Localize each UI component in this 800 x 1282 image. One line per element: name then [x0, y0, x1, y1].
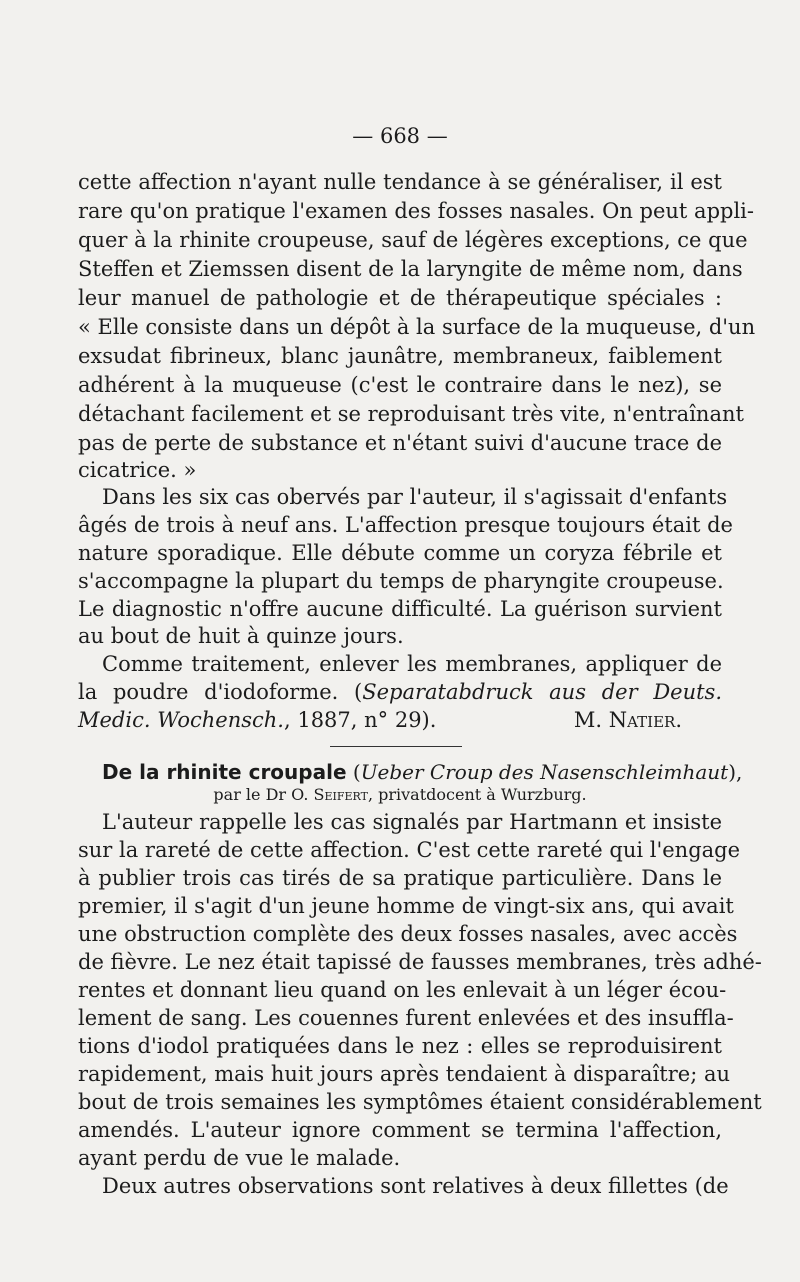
text-line: Le diagnostic n'offre aucune difficulté. La guérison survient: [78, 597, 722, 621]
text-line: à publier trois cas tirés de sa pratique particulière. Dans le: [78, 866, 722, 890]
article-heading: De la rhinite croupale (Ueber Croup des Nasenschleimhaut),: [102, 760, 743, 784]
text-line: « Elle consiste dans un dépôt à la surface de la muqueuse, d'un: [78, 315, 756, 339]
text-line: [78, 678, 722, 706]
text-line: rare qu'on pratique l'examen des fosses nasales. On peut appli-: [78, 199, 754, 223]
author-name: Seifert: [313, 785, 368, 804]
text-line: L'auteur rappelle les cas signalés par Hartmann et insiste: [102, 810, 722, 834]
text-line: quer à la rhinite croupeuse, sauf de légères exceptions, ce que: [78, 228, 748, 252]
signature: M. Natier.: [573, 708, 682, 732]
text-line: Steffen et Ziemssen disent de la laryngite de même nom, dans: [78, 257, 743, 281]
text-line: nature sporadique. Elle débute comme un coryza fébrile et: [78, 541, 722, 565]
text-line: premier, il s'agit d'un jeune homme de vingt-six ans, qui avait: [78, 894, 734, 918]
text-line: rapidement, mais huit jours après tendaient à disparaître; au: [78, 1062, 730, 1086]
byline: [0, 784, 800, 806]
text-line: détachant facilement et se reproduisant très vite, n'entraînant: [78, 402, 744, 426]
byline-suffix: , privatdocent à Wurzburg.: [367, 785, 587, 804]
text-line: ayant perdu de vue le malade.: [78, 1146, 401, 1170]
text-line: Dans les six cas obervés par l'auteur, il s'agissait d'enfants: [102, 485, 728, 509]
text-line: au bout de huit à quinze jours.: [78, 624, 404, 648]
text-line: leur manuel de pathologie et de thérapeutique spéciales :: [78, 286, 722, 310]
text-line: âgés de trois à neuf ans. L'affection presque toujours était de: [78, 513, 733, 537]
text-line: cicatrice. »: [78, 458, 197, 482]
article-title: De la rhinite croupale: [102, 760, 347, 784]
text-line: une obstruction complète des deux fosses nasales, avec accès: [78, 922, 738, 946]
original-title: Ueber Croup des Nasenschleimhaut: [360, 760, 729, 784]
text-line: cette affection n'ayant nulle tendance à se généraliser, il est: [78, 170, 722, 194]
text-line: tions d'iodol pratiquées dans le nez : elles se reproduisirent: [78, 1034, 722, 1058]
text-line: amendés. L'auteur ignore comment se termina l'affection,: [78, 1118, 722, 1142]
text-line: Deux autres observations sont relatives à deux fillettes (de: [102, 1174, 729, 1198]
text-run: la poudre d'iodoforme. (: [78, 680, 363, 704]
byline-prefix: par le Dr O.: [213, 785, 314, 804]
text-line: exsudat fibrineux, blanc jaunâtre, membraneux, faiblement: [78, 344, 722, 368]
text-line: s'accompagne la plupart du temps de pharyngite croupeuse.: [78, 569, 724, 593]
page-number: — 668 —: [352, 124, 448, 148]
text-line: rentes et donnant lieu quand on les enlevait à un léger écou-: [78, 978, 727, 1002]
text-line: adhérent à la muqueuse (c'est le contraire dans le nez), se: [78, 373, 722, 397]
text-line: Comme traitement, enlever les membranes, appliquer de: [102, 652, 722, 676]
text-line: lement de sang. Les couennes furent enlevées et des insuffla-: [78, 1006, 734, 1030]
text-line: pas de perte de substance et n'étant suivi d'aucune trace de: [78, 431, 722, 455]
text-line: de fièvre. Le nez était tapissé de fausses membranes, très adhé-: [78, 950, 762, 974]
citation-italic: Separatabdruck aus der Deuts.: [362, 680, 722, 704]
separator-rule: [330, 746, 462, 747]
text-line: bout de trois semaines les symptômes étaient considérablement: [78, 1090, 762, 1114]
text-line: sur la rareté de cette affection. C'est cette rareté qui l'engage: [78, 838, 741, 862]
citation-italic: Medic. Wochensch.: [78, 708, 284, 732]
text-run: , 1887, n° 29).: [283, 708, 437, 732]
